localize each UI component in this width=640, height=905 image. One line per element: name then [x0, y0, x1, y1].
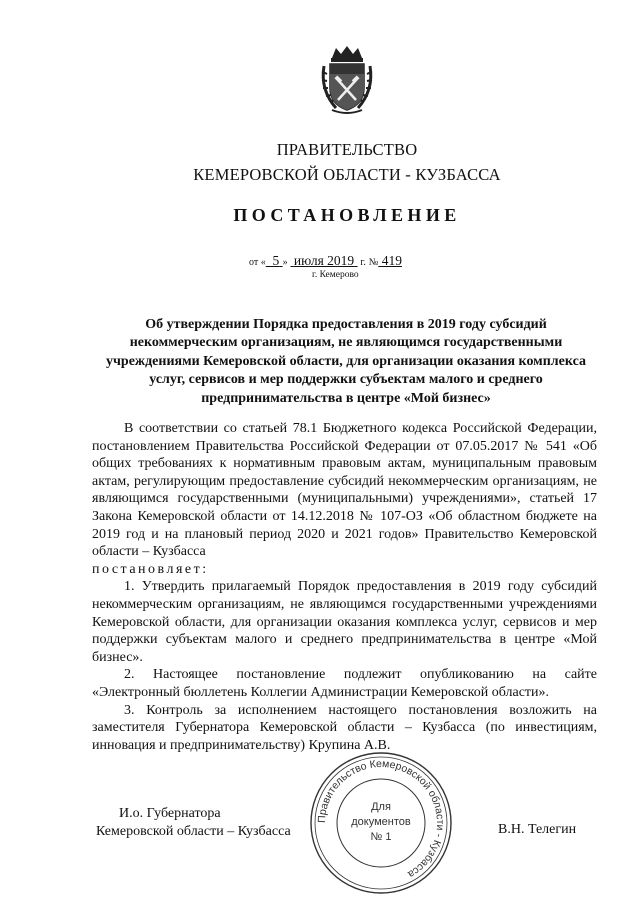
- government-name-line2: КЕМЕРОВСКОЙ ОБЛАСТИ - КУЗБАССА: [193, 165, 501, 184]
- preamble-paragraph: В соответствии со статьей 78.1 Бюджетного кодекса Российской Федерации, постановлением Правительства Российской Федерации от 07.05.2017 № 541 «Об общих требованиях к нормативным правовым актам, муниципальным правовым актам, регулирующим предоставление субсидий некоммерческим организациям, не являющимся государственными (муниципальными) учреждениями», статьей 17 Закона Кемеровской области от 14.12.2018 № 107-ОЗ «Об областном бюджете на 2019 год и на плановый период 2020 и 2021 годов» Правительство Кемеровской области – Кузбасса: [92, 421, 597, 560]
- decree-day: 5: [272, 253, 280, 268]
- issue-city: г. Кемерово: [312, 270, 359, 280]
- decree-number: 419: [381, 253, 402, 268]
- government-name-line1: ПРАВИТЕЛЬСТВО: [276, 140, 418, 159]
- resolves-word: постановляет:: [92, 561, 209, 577]
- stamp-center-line3: № 1: [370, 831, 392, 843]
- item-2-paragraph: 2. Настоящее постановление подлежит опубликованию на сайте «Электронный бюллетень Коллегии Администрации Кемеровской области».: [92, 667, 597, 700]
- signatory-position-line2: Кемеровской области – Кузбасса: [96, 824, 291, 839]
- date-from-label: от «: [249, 257, 266, 268]
- decree-body: [92, 420, 597, 754]
- signatory-position-line1: И.о. Губернатора: [119, 806, 221, 821]
- date-day-close: »: [282, 257, 288, 268]
- official-stamp: [306, 748, 456, 898]
- item-3-paragraph: 3. Контроль за исполнением настоящего постановления возложить на заместителя Губернатора Кемеровской области – Кузбасса (по инвестициям, инновация и предпринимательству) Крупина А.В.: [92, 702, 597, 753]
- document-type-title: ПОСТАНОВЛЕНИЕ: [233, 205, 461, 225]
- item-1-paragraph: 1. Утвердить прилагаемый Порядок предоставления в 2019 году субсидий некоммерческим организациям, не являющимся государственными учреждениями Кемеровской области, для организации оказания комплекса услуг, сервисов и мер поддержки субъектам малого и среднего предпринимательства в центре «Мой бизнес».: [92, 579, 597, 665]
- coat-of-arms-icon: [318, 44, 376, 116]
- decree-month-year: июля 2019: [293, 253, 355, 268]
- decree-subject: Об утверждении Порядка предоставления в 2019 году субсидий некоммерческим организациям, не являющимся государственными учреждениями Кемеровской области, для организации оказания комплекса услуг, сервисов и мер поддержки субъектам малого и среднего предпринимательства в центре «Мой бизнес»: [106, 317, 586, 406]
- number-label: №: [368, 257, 379, 268]
- stamp-ring-text: Правительство Кемеровской области - Кузбасса: [315, 757, 447, 881]
- stamp-center-line1: Для: [371, 801, 391, 813]
- decree-date-number: [249, 253, 449, 269]
- year-suffix: г.: [360, 257, 366, 268]
- signatory-name: В.Н. Телегин: [498, 822, 577, 837]
- stamp-center-line2: документов: [351, 816, 411, 828]
